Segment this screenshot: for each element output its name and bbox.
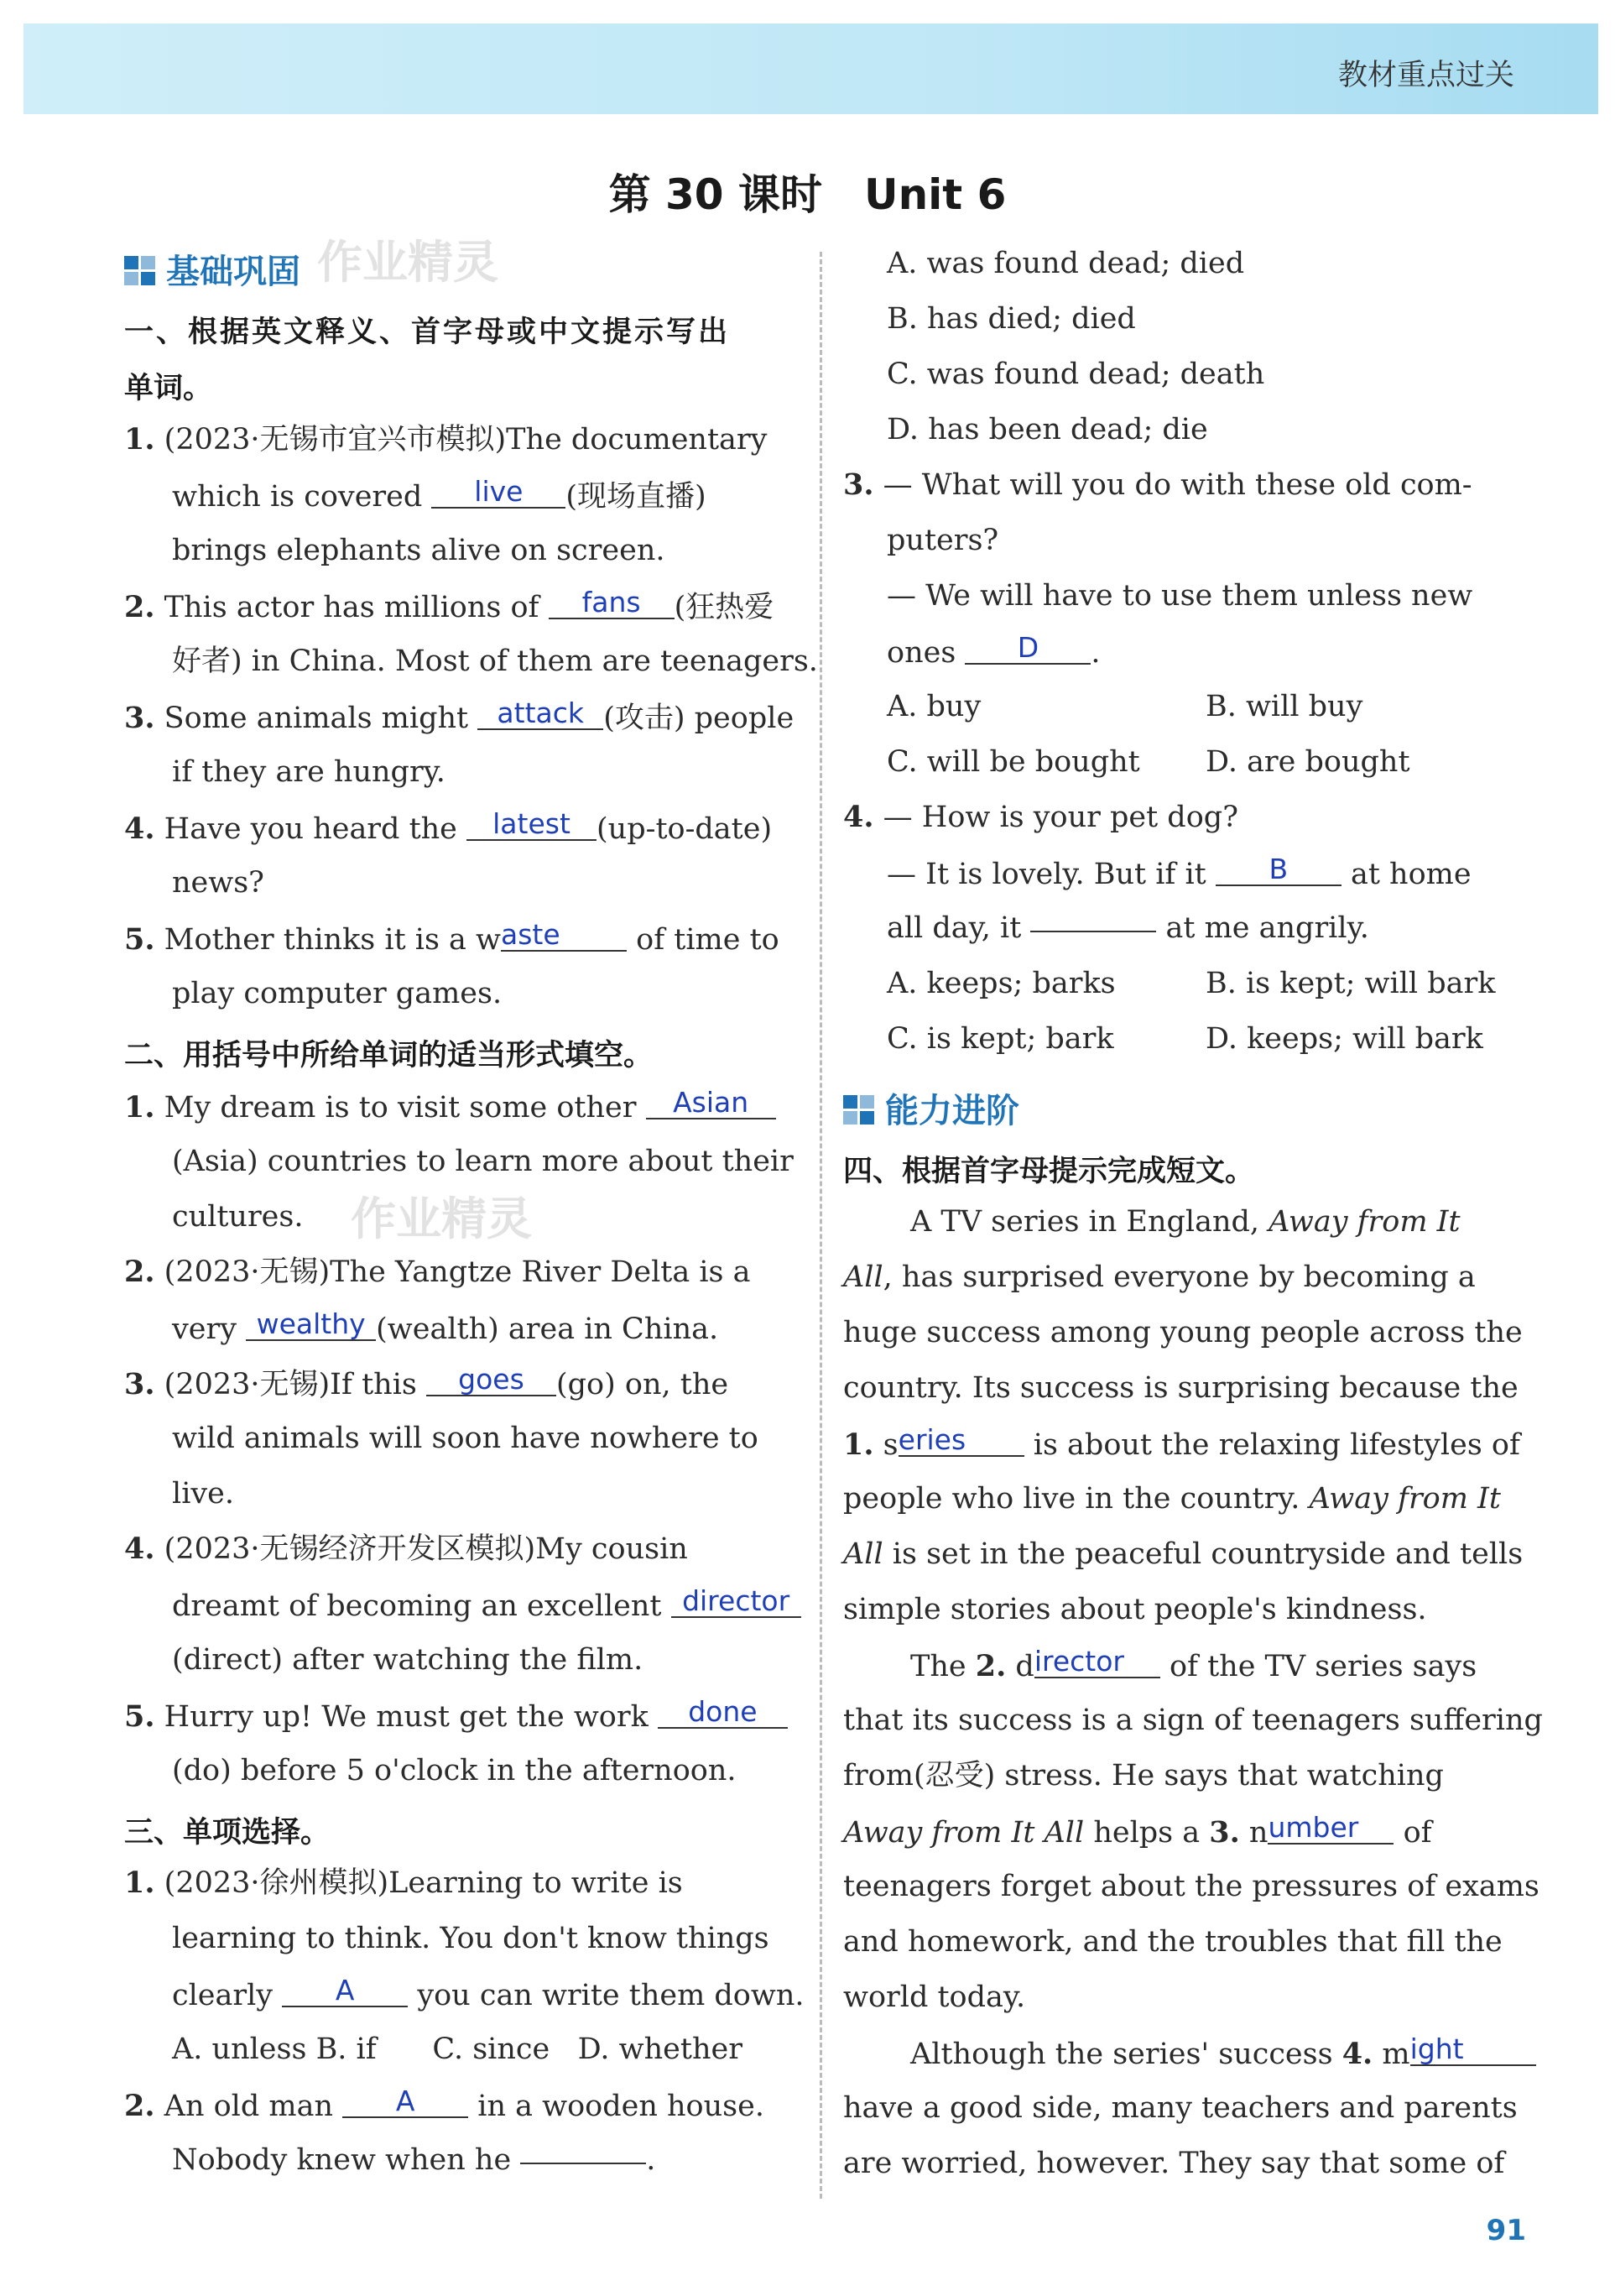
banner-text: 教材重点过关 bbox=[1337, 59, 1514, 92]
passage-line-4: country. Its success is surprising because the bbox=[843, 1371, 1519, 1405]
q3-1: 1. (2023·徐州模拟)Learning to write is bbox=[124, 1866, 683, 1900]
blank-2-4[interactable]: director bbox=[671, 1586, 801, 1618]
watermark-1: 作业精灵 bbox=[317, 236, 498, 289]
q1-4: 4. Have you heard the latest (up-to-date) bbox=[124, 807, 773, 846]
q3-1-options: A. unless B. if C. since D. whether bbox=[172, 2032, 742, 2066]
q3-2-cont: Nobody knew when he . bbox=[172, 2143, 656, 2177]
q3-4-reply: — It is lovely. But if it B at home bbox=[887, 853, 1472, 891]
blank-1-3[interactable]: attack bbox=[477, 698, 603, 730]
q2-2-cont: very wealthy (wealth) area in China. bbox=[172, 1307, 719, 1346]
passage-line-16: Although the series' success 4. might bbox=[910, 2034, 1536, 2073]
q2-4: 4. (2023·无锡经济开发区模拟)My cousin bbox=[124, 1532, 688, 1566]
passage-line-9: The 2. director of the TV series says bbox=[910, 1645, 1477, 1683]
q3-2-option-b: B. has died; died bbox=[887, 302, 1136, 336]
section-basic-label: 基础巩固 bbox=[166, 253, 300, 291]
blank-2-5[interactable]: done bbox=[658, 1697, 788, 1729]
passage-line-13: teenagers forget about the pressures of exams bbox=[843, 1870, 1539, 1903]
q1-2: 2. This actor has millions of fans (狂热爱 bbox=[124, 586, 774, 624]
passage-line-7: All is set in the peaceful countryside and tells bbox=[843, 1537, 1524, 1571]
q2-5: 5. Hurry up! We must get the work done bbox=[124, 1697, 788, 1735]
q3-3-options-ab: A. buy B. will buy bbox=[887, 690, 1363, 723]
q3-1-cont: learning to think. You don't know things bbox=[172, 1922, 769, 1955]
passage-line-10: that its success is a sign of teenagers suffering bbox=[843, 1704, 1543, 1737]
passage-line-5: 1. series is about the relaxing lifestyles of bbox=[843, 1423, 1520, 1462]
q3-2-option-c: C. was found dead; death bbox=[887, 357, 1265, 391]
q3-3-cont: puters? bbox=[887, 524, 999, 557]
q1-1-cont2: brings elephants alive on screen. bbox=[172, 534, 665, 567]
q3-4-options-ab: A. keeps; barks B. is kept; will bark bbox=[887, 967, 1496, 1000]
page-number: 91 bbox=[1486, 2214, 1526, 2247]
passage-line-11: from(忍受) stress. He says that watching bbox=[843, 1759, 1444, 1792]
section-icon bbox=[124, 256, 158, 286]
q3-4: 4. — How is your pet dog? bbox=[843, 800, 1238, 834]
blank-4-4[interactable]: ight bbox=[1410, 2034, 1536, 2066]
q2-3: 3. (2023·无锡)If this goes (go) on, the bbox=[124, 1363, 729, 1401]
q3-4-reply-cont: all day, it at me angrily. bbox=[887, 911, 1369, 945]
blank-2-3[interactable]: goes bbox=[426, 1365, 556, 1396]
blank-3-4b[interactable] bbox=[1030, 931, 1156, 932]
q2-3-cont2: live. bbox=[172, 1477, 234, 1511]
section-basic bbox=[124, 245, 300, 293]
blank-1-2[interactable]: fans bbox=[549, 587, 675, 619]
q1-3-cont: if they are hungry. bbox=[172, 755, 445, 789]
q1-1: 1. (2023·无锡市宜兴市模拟)The documentary bbox=[124, 422, 768, 457]
part-3-heading: 三、单项选择。 bbox=[124, 1816, 331, 1850]
q3-3-reply: — We will have to use them unless new bbox=[887, 579, 1473, 613]
q3-2-option-d: D. has been dead; die bbox=[887, 413, 1208, 446]
q2-4-cont2: (direct) after watching the film. bbox=[172, 1643, 643, 1677]
q2-4-cont: dreamt of becoming an excellent director bbox=[172, 1586, 801, 1625]
q2-2: 2. (2023·无锡)The Yangtze River Delta is a bbox=[124, 1255, 751, 1289]
q2-1-cont: (Asia) countries to learn more about their bbox=[172, 1145, 794, 1178]
passage-line-8: simple stories about people's kindness. bbox=[843, 1593, 1427, 1626]
q3-3-options-cd: C. will be bought D. are bought bbox=[887, 745, 1410, 779]
part-4-heading: 四、根据首字母提示完成短文。 bbox=[843, 1155, 1255, 1188]
q3-4-options-cd: C. is kept; bark D. keeps; will bark bbox=[887, 1022, 1483, 1056]
q2-1: 1. My dream is to visit some other Asian bbox=[124, 1088, 776, 1126]
part-1-heading: 一、根据英文释义、首字母或中文提示写出 bbox=[124, 316, 731, 349]
section-icon bbox=[843, 1095, 877, 1125]
part-1-heading-cont: 单词。 bbox=[124, 372, 213, 405]
q3-3-reply-cont: ones D . bbox=[887, 631, 1101, 670]
blank-1-5[interactable]: aste bbox=[501, 920, 627, 952]
passage-line-14: and homework, and the troubles that fill the bbox=[843, 1925, 1503, 1959]
blank-1-4[interactable]: latest bbox=[466, 809, 597, 841]
section-advanced bbox=[843, 1084, 1019, 1132]
blank-2-1[interactable]: Asian bbox=[646, 1088, 776, 1119]
q3-3: 3. — What will you do with these old com- bbox=[843, 467, 1472, 502]
blank-3-4[interactable]: B bbox=[1216, 854, 1341, 886]
q2-1-cont2: cultures. bbox=[172, 1200, 304, 1234]
passage-line-12: Away from It All helps a 3. number of bbox=[843, 1811, 1432, 1850]
part-2-heading: 二、用括号中所给单词的适当形式填空。 bbox=[124, 1039, 654, 1072]
blank-4-3[interactable]: umber bbox=[1268, 1813, 1394, 1845]
passage-line-15: world today. bbox=[843, 1980, 1026, 2014]
watermark-2: 作业精灵 bbox=[351, 1192, 532, 1245]
passage-line-18: are worried, however. They say that some of bbox=[843, 2147, 1505, 2180]
column-divider bbox=[820, 252, 822, 2199]
blank-3-1[interactable]: A bbox=[282, 1975, 408, 2007]
blank-4-1[interactable]: eries bbox=[899, 1425, 1024, 1457]
blank-3-2b[interactable] bbox=[520, 2163, 646, 2164]
blank-2-2[interactable]: wealthy bbox=[246, 1309, 376, 1341]
blank-4-2[interactable]: irector bbox=[1034, 1646, 1160, 1678]
q1-1-cont: which is covered live (现场直播) bbox=[172, 475, 706, 514]
passage-line-1: A TV series in England, Away from It bbox=[910, 1205, 1461, 1239]
q1-5: 5. Mother thinks it is a waste of time to bbox=[124, 918, 779, 957]
passage-line-2: All, has surprised everyone by becoming a bbox=[843, 1260, 1476, 1294]
q1-5-cont: play computer games. bbox=[172, 977, 503, 1010]
q3-2-option-a: A. was found dead; died bbox=[887, 247, 1245, 280]
section-advanced-label: 能力进阶 bbox=[885, 1092, 1019, 1130]
q1-4-cont: news? bbox=[172, 866, 264, 900]
q1-2-cont: 好者) in China. Most of them are teenagers. bbox=[172, 644, 818, 678]
q3-2: 2. An old man A in a wooden house. bbox=[124, 2085, 764, 2123]
q1-3: 3. Some animals might attack (攻击) people bbox=[124, 697, 794, 735]
page-title: 第 30 课时 Unit 6 bbox=[608, 170, 1007, 219]
blank-1-1[interactable]: live bbox=[431, 477, 565, 509]
q2-5-cont: (do) before 5 o'clock in the afternoon. bbox=[172, 1754, 737, 1787]
q2-3-cont: wild animals will soon have nowhere to bbox=[172, 1422, 758, 1455]
blank-3-2[interactable]: A bbox=[342, 2086, 468, 2118]
blank-3-3[interactable]: D bbox=[965, 633, 1091, 665]
passage-line-6: people who live in the country. Away from It bbox=[843, 1482, 1501, 1516]
passage-line-17: have a good side, many teachers and parents bbox=[843, 2091, 1518, 2125]
header-banner bbox=[23, 23, 1598, 114]
passage-line-3: huge success among young people across the bbox=[843, 1316, 1523, 1349]
q3-1-cont2: clearly A you can write them down. bbox=[172, 1974, 805, 2012]
